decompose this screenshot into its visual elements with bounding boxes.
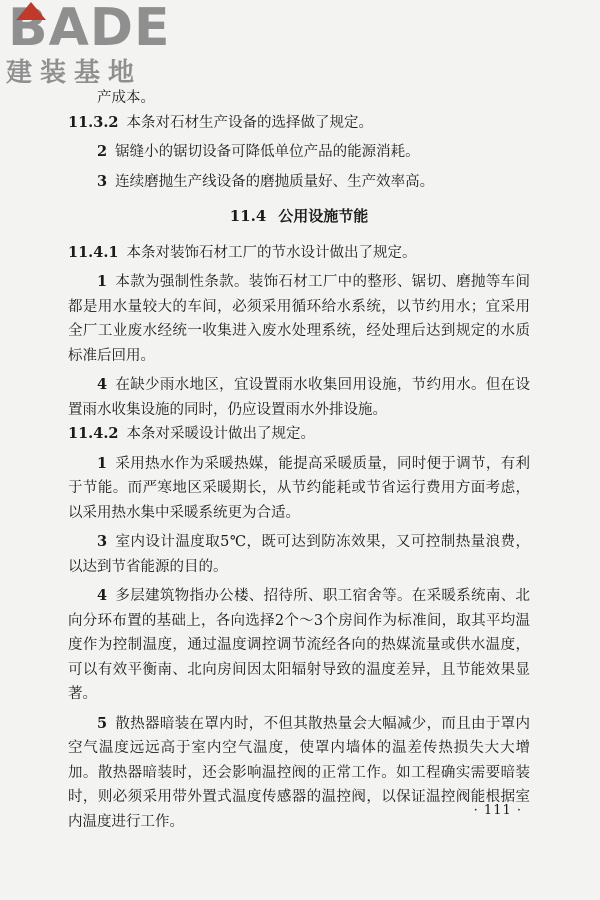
item-2 xyxy=(68,140,530,165)
item-3-temperature xyxy=(68,530,530,579)
item-1-heating xyxy=(68,452,530,526)
clause-number: 11.4.1 xyxy=(68,243,119,261)
watermark-logo xyxy=(6,2,181,92)
item-text: 在缺少雨水地区，宜设置雨水收集回用设施，节约用水。但在设置雨水收集设施的同时，仍应设置雨水外排设施。 xyxy=(68,377,530,418)
clause-11-3-2 xyxy=(68,111,530,136)
item-number: 5 xyxy=(97,714,108,732)
clause-number: 11.3.2 xyxy=(68,113,119,131)
clause-text: 本条对石材生产设备的选择做了规定。 xyxy=(126,114,373,131)
item-number: 4 xyxy=(97,587,108,604)
clause-number: 11.4.2 xyxy=(68,425,119,442)
item-number: 3 xyxy=(97,533,108,550)
item-text: 散热器暗装在罩内时，不但其散热量会大幅减少，而且由于罩内空气温度远远高于室内空气温度，使罩内墙体的温差传热损失大大增加。散热器暗装时，还会影响温控阀的正常工作。如工程确实需要暗装时，则必须采用带外置式温度传感器的温控阀，以保证温控阀能根据室内温度进行工作。 xyxy=(68,715,530,830)
item-text: 采用热水作为采暖热媒，能提高采暖质量，同时便于调节，有利于节能。而严寒地区采暖期长，从节约能耗或节省运行费用方面考虑，以采用热水集中采暖系统更为合适。 xyxy=(68,455,530,521)
paragraph-text: 产成本。 xyxy=(97,90,155,106)
clause-text: 本条对采暖设计做出了规定。 xyxy=(126,426,315,442)
item-number: 1 xyxy=(97,454,108,472)
item-4-multistorey xyxy=(68,584,530,707)
item-4-rainwater xyxy=(68,373,530,422)
paragraph-continuation xyxy=(68,86,530,111)
item-text: 本款为强制性条款。装饰石材工厂中的整形、锯切、磨抛等车间都是用水量较大的车间，必须采用循环给水系统，以节约用水；宜采用全厂工业废水经统一收集进入废水处理系统，经处理后达到规定的水质标准后回用。 xyxy=(68,274,530,364)
section-number: 11.4 xyxy=(229,207,267,225)
watermark-latin-text: BADE xyxy=(8,0,171,58)
item-number: 2 xyxy=(97,143,108,160)
page-number: · 111 · xyxy=(473,803,522,818)
item-number: 3 xyxy=(97,172,108,190)
item-text: 连续磨抛生产线设备的磨抛质量好、生产效率高。 xyxy=(115,173,435,190)
item-number: 1 xyxy=(97,273,108,290)
item-5-radiator xyxy=(68,712,530,835)
section-title: 公用设施节能 xyxy=(278,207,369,225)
item-3 xyxy=(68,170,530,195)
item-text: 锯缝小的锯切设备可降低单位产品的能源消耗。 xyxy=(115,144,420,160)
section-heading xyxy=(68,204,530,229)
item-text: 多层建筑物指办公楼、招待所、职工宿舍等。在采暖系统南、北向分环布置的基础上，各向选择2个～3个房间作为标准间，取其平均温度作为控制温度，通过温度调控调节流经各向的热媒流量或供水温度，可以有效平衡南、北向房间因太阳辐射导致的温度差异，且节能效果显著。 xyxy=(68,588,530,702)
item-text: 室内设计温度取5℃，既可达到防冻效果，又可控制热量浪费，以达到节省能源的目的。 xyxy=(68,534,530,575)
clause-11-4-2 xyxy=(68,422,530,447)
page-body xyxy=(68,86,530,834)
clause-11-4-1 xyxy=(68,241,530,266)
item-1-water xyxy=(68,270,530,368)
item-number: 4 xyxy=(97,376,108,393)
clause-text: 本条对装饰石材工厂的节水设计做出了规定。 xyxy=(126,244,417,261)
watermark-latin xyxy=(8,0,171,58)
watermark-cjk: 建装基地 xyxy=(6,58,143,88)
